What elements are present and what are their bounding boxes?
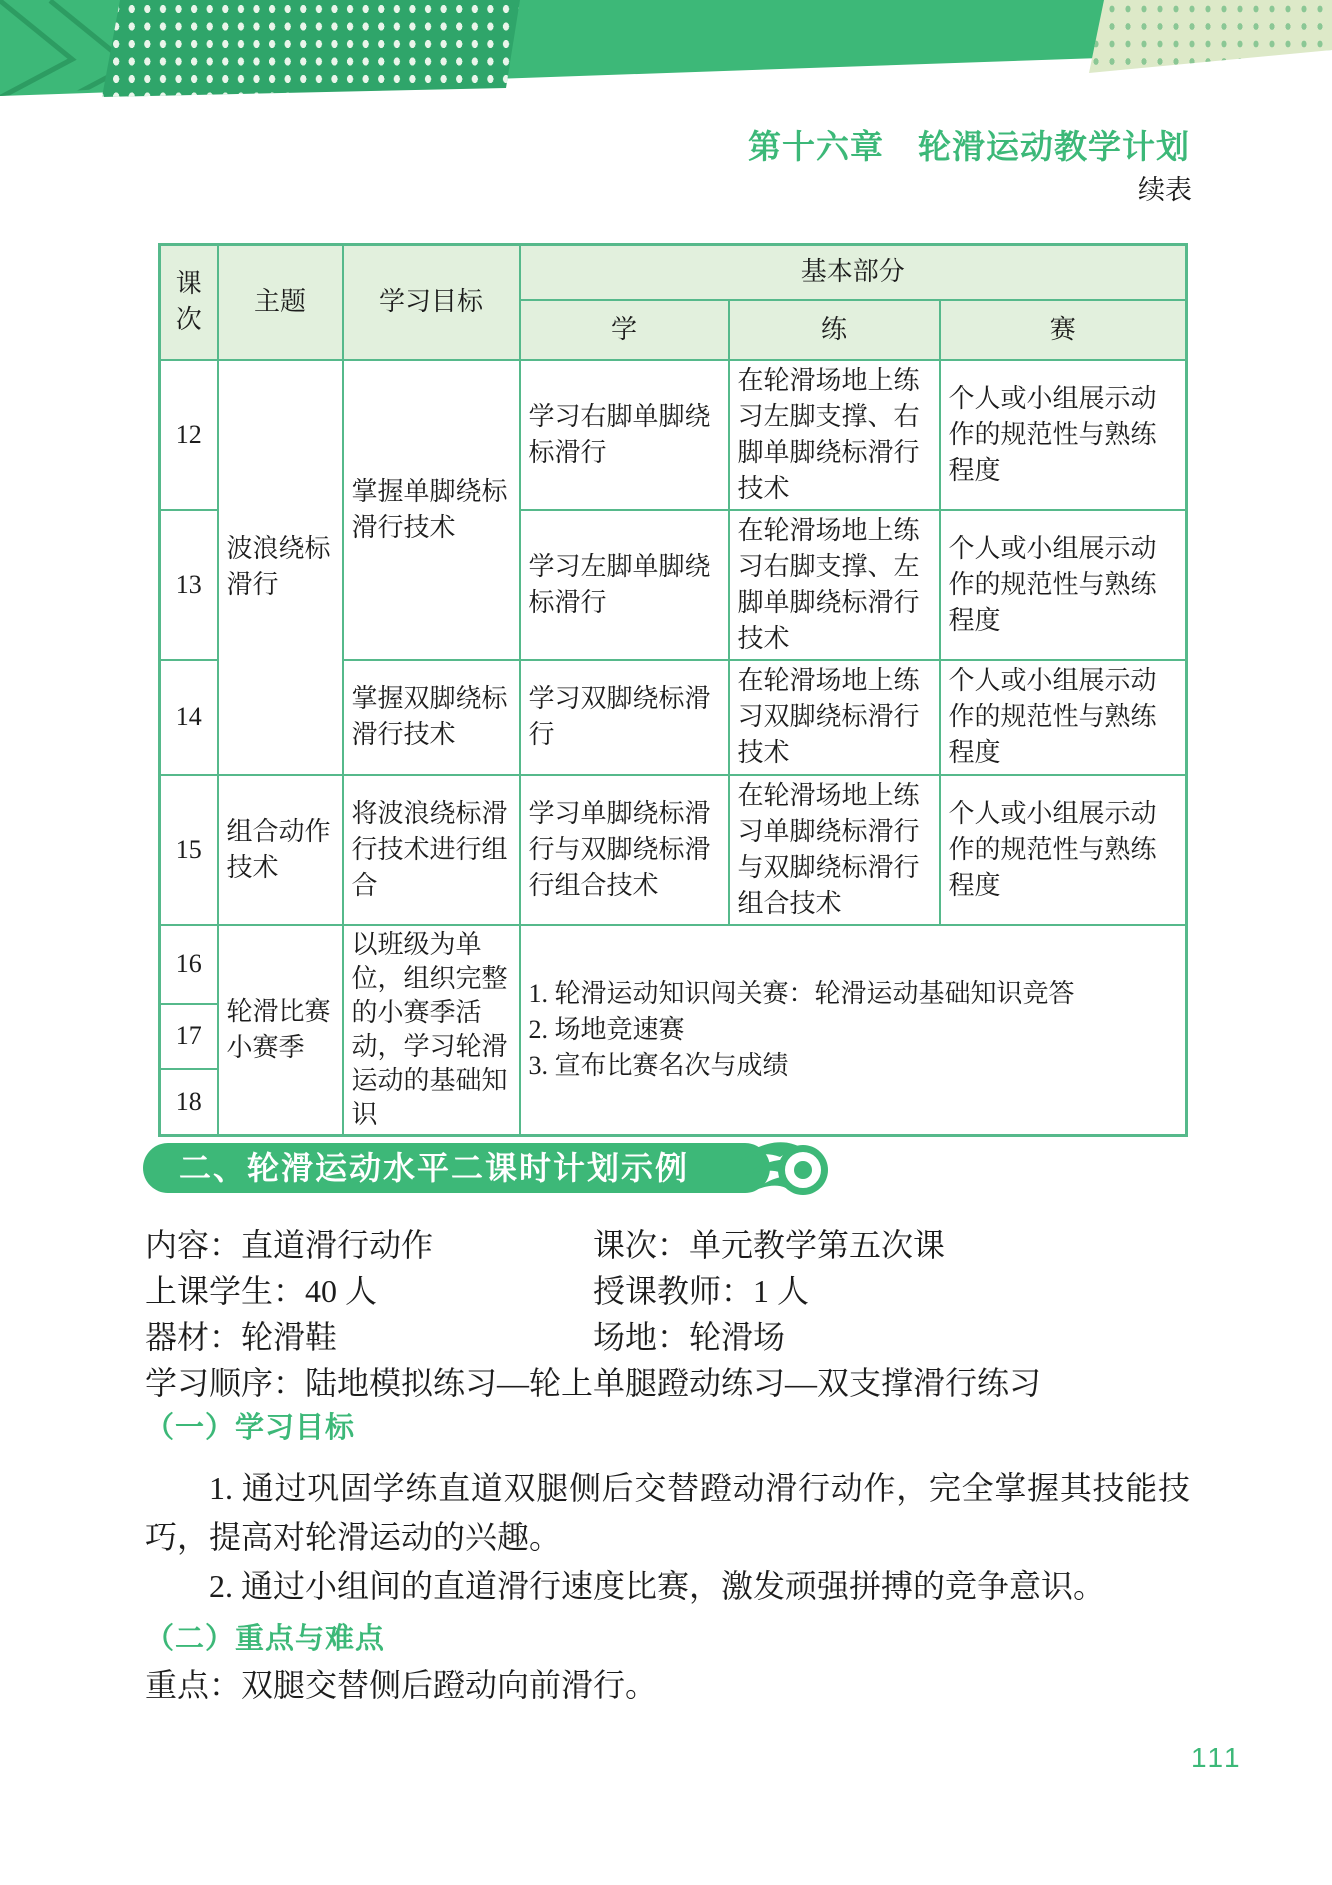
season-item-3: 3. 宣布比赛名次与成绩 [528,1050,789,1080]
info-sequence: 学习顺序：陆地模拟练习—轮上单腿蹬动练习—双支撑滑行练习 [145,1365,1042,1401]
header-lesson-no [160,245,218,360]
season-item-1: 1. 轮滑运动知识闯关赛：轮滑运动基础知识竞答 [528,978,1075,1008]
info-venue: 场地：轮滑场 [593,1319,786,1355]
objective-paragraph-2: 2. 通过小组间的直道滑行速度比赛，激发顽强拼搏的竞争意识。 [209,1568,1106,1604]
learn-cell-12: 学习右脚单脚绕标滑行 [520,360,729,510]
skate-wheel-icon [735,1133,830,1205]
lesson-no-16: 16 [160,925,218,1004]
compete-cell-15: 个人或小组展示动作的规范性与熟练程度 [940,775,1187,925]
header-learn: 学 [520,300,729,360]
topic-wave: 波浪绕标滑行 [218,360,343,775]
section-banner [143,1143,770,1193]
lesson-plan-table [158,243,1188,1137]
table-header-row-1 [160,245,1187,300]
header-topic: 主题 [218,245,343,360]
objective-single-foot: 掌握单脚绕标滑行技术 [343,360,520,660]
practice-cell-15: 在轮滑场地上练习单脚绕标滑行与双脚绕标滑行组合技术 [729,775,940,925]
practice-cell-12: 在轮滑场地上练习左脚支撑、右脚单脚绕标滑行技术 [729,360,940,510]
practice-cell-14: 在轮滑场地上练习双脚绕标滑行技术 [729,660,940,775]
key-point-line: 重点：双腿交替侧后蹬动向前滑行。 [145,1667,658,1703]
header-decoration [0,0,1332,135]
info-line-equipment [145,1314,1190,1360]
lesson-no-14: 14 [160,660,218,775]
objective-season: 以班级为单位，组织完整的小赛季活动，学习轮滑运动的基础知识 [343,925,520,1136]
objective-paragraph-1: 1. 通过巩固学练直道双腿侧后交替蹬动滑行动作，完全掌握其技能技巧，提高对轮滑运动的兴趣。 [145,1470,1190,1555]
learn-cell-14: 学习双脚绕标滑行 [520,660,729,775]
topic-season: 轮滑比赛小赛季 [218,925,343,1136]
lesson-no-17: 17 [160,1004,218,1069]
lesson-no-13: 13 [160,510,218,660]
header-compete: 赛 [940,300,1187,360]
objective-combine: 将波浪绕标滑行技术进行组合 [343,775,520,925]
lesson-detail-section [145,1222,1190,1710]
subheading-objectives: （一）学习目标 [145,1412,356,1444]
compete-cell-13: 个人或小组展示动作的规范性与熟练程度 [940,510,1187,660]
season-item-2: 2. 场地竞速赛 [528,1014,685,1044]
compete-cell-12: 个人或小组展示动作的规范性与熟练程度 [940,360,1187,510]
lesson-no-12: 12 [160,360,218,510]
section-title: 二、轮滑运动水平二课时计划示例 [179,1150,690,1186]
info-lesson-no: 课次：单元教学第五次课 [593,1227,946,1263]
header-practice: 练 [729,300,940,360]
table-row-15 [160,775,1187,925]
chapter-title: 第十六章 轮滑运动教学计划 [748,128,1190,165]
header-objective: 学习目标 [343,245,520,360]
lesson-no-18: 18 [160,1069,218,1135]
page-number: 111 [1191,1742,1243,1773]
info-equipment: 器材：轮滑鞋 [145,1319,338,1355]
continued-table-label: 续表 [1138,175,1192,205]
table-row-12 [160,360,1187,510]
season-activity-list [520,925,1187,1136]
objective-double-foot: 掌握双脚绕标滑行技术 [343,660,520,775]
info-line-students [145,1268,1190,1314]
info-students: 上课学生：40 人 [145,1273,378,1309]
info-teacher: 授课教师：1 人 [593,1273,810,1309]
lesson-no-15: 15 [160,775,218,925]
compete-cell-14: 个人或小组展示动作的规范性与熟练程度 [940,660,1187,775]
header-basic-part: 基本部分 [520,245,1187,300]
info-line-content [145,1222,1190,1268]
practice-cell-13: 在轮滑场地上练习右脚支撑、左脚单脚绕标滑行技术 [729,510,940,660]
header-lesson-no-label: 课次 [175,269,202,335]
subheading-key-points: （二）重点与难点 [145,1623,386,1655]
learn-cell-15: 学习单脚绕标滑行与双脚绕标滑行组合技术 [520,775,729,925]
table-row-16 [160,925,1187,1004]
topic-combo: 组合动作技术 [218,775,343,925]
info-content: 内容：直道滑行动作 [145,1227,434,1263]
learn-cell-13: 学习左脚单脚绕标滑行 [520,510,729,660]
